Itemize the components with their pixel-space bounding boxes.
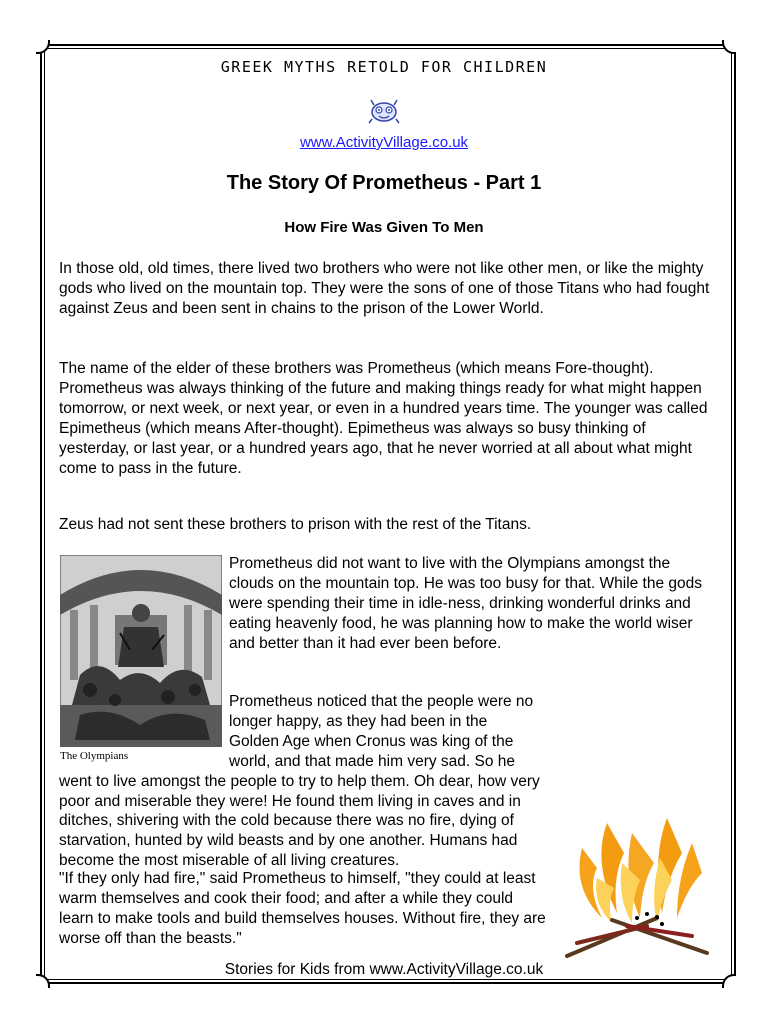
story-paragraph: The name of the elder of these brothers was Prometheus (which means Fore-thought). Prometheus was always thinking of the future and making things ready for what might happen tomorrow, or next week, or next year, or even in a hundred years time. The younger was called Epimetheus (which means After-thought). Epimetheus was always so busy thinking of yesterday, or last year, or a hundred years ago, that he never worried at all about what might come to pass in the future. bbox=[59, 360, 708, 477]
activity-village-link[interactable]: www.ActivityVillage.co.uk bbox=[299, 134, 469, 151]
campfire-icon bbox=[562, 818, 712, 963]
story-paragraph: In those old, old times, there lived two brothers who were not like other men, or like the mighty gods who lived on the mountain top. They were the sons of one of those Titans who had fought against Zeus and been sent in chains to the prison of the Lower World. bbox=[59, 260, 710, 317]
figure-caption: The Olympians bbox=[60, 750, 129, 762]
story-paragraph: Prometheus did not want to live with the Olympians amongst the clouds on the mountain top. He was too busy for that. While the gods were spending their time in idle-ness, drinking wonderful drinks and eating heavenly food, he was planning how to make the world wiser and better than it had ever been before. bbox=[229, 555, 703, 652]
story-paragraph: Prometheus noticed that the people were no longer happy, as they had been in the Golden Age when Cronus was king of the world, and that made him very sad. So he went to live amongst the people to try to help them. Oh dear, how very poor and miserable they were! He found them living in caves and in ditches, shivering with the cold because there was no fire, dying of starvation, hunted by wild beasts and by one another. Humans had become the most miserable of all living creatures. bbox=[59, 693, 540, 870]
series-title: GREEK MYTHS RETOLD FOR CHILDREN bbox=[220, 58, 548, 76]
activity-village-logo-icon bbox=[368, 97, 400, 127]
story-subtitle: How Fire Was Given To Men bbox=[284, 219, 484, 236]
story-paragraph: Zeus had not sent these brothers to prison with the rest of the Titans. bbox=[59, 516, 532, 533]
story-paragraph: "If they only had fire," said Prometheus to himself, "they could at least warm themselves and cook their food; and after a while they could learn to make tools and build themselves houses. Without fire, they are worse off than the beasts." bbox=[59, 870, 546, 947]
olympians-illustration bbox=[60, 555, 222, 747]
story-title: The Story Of Prometheus - Part 1 bbox=[226, 172, 542, 194]
page-footer: Stories for Kids from www.ActivityVillage.co.uk bbox=[224, 961, 544, 978]
